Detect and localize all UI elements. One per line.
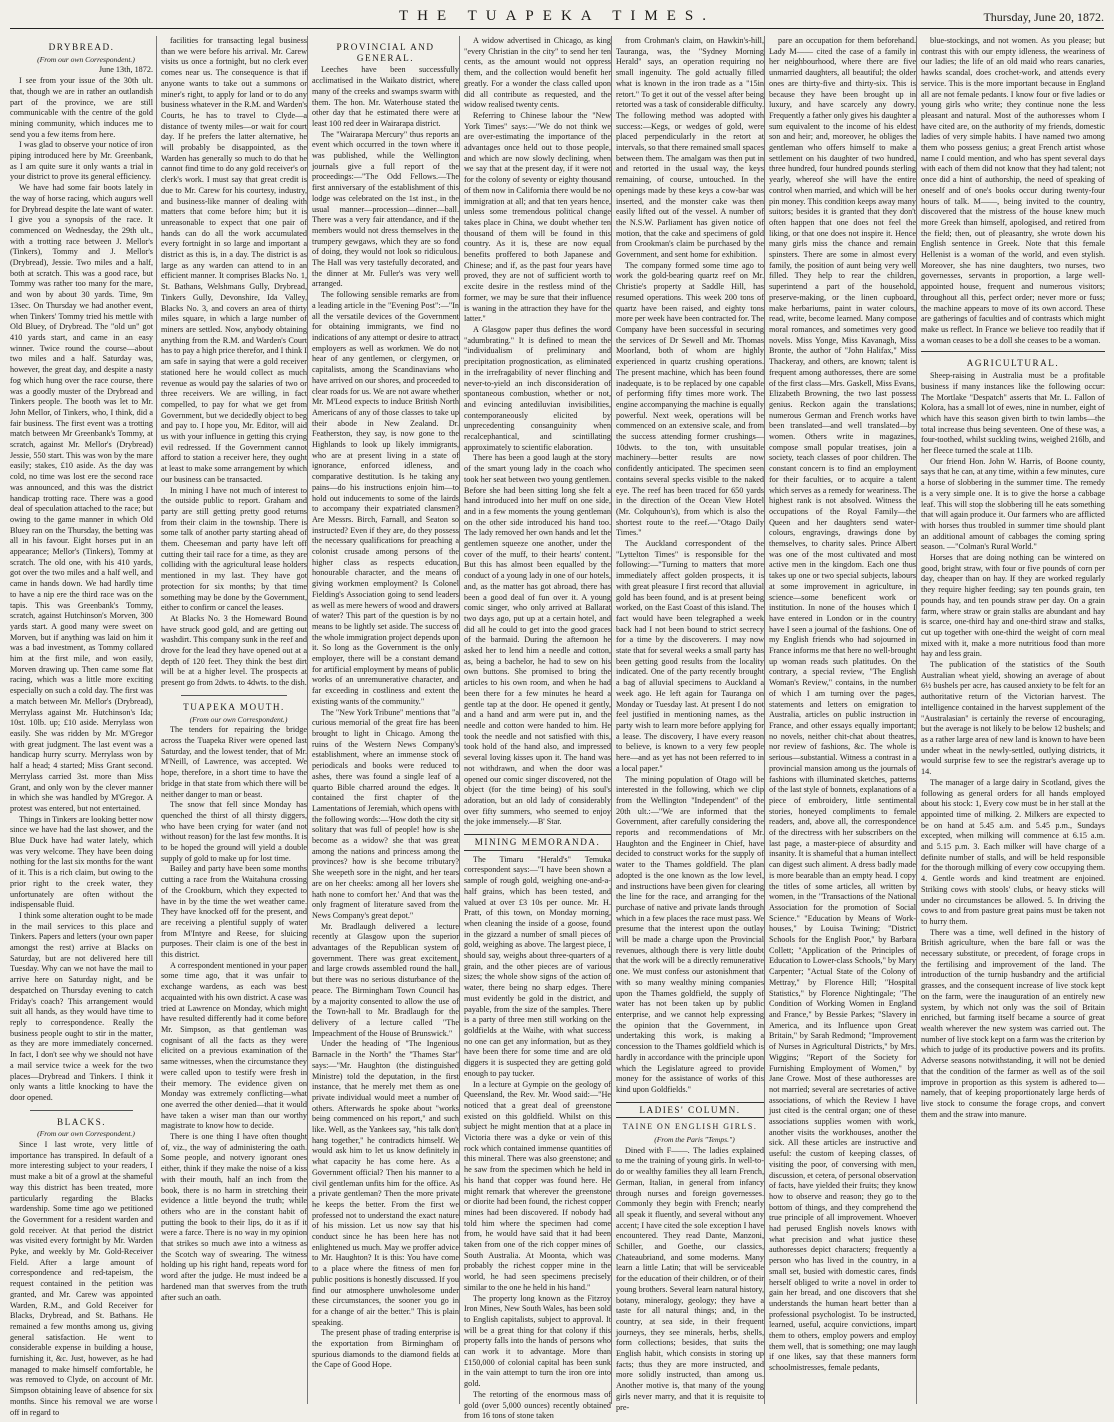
newspaper-title: THE TUAPEKA TIMES.: [398, 8, 716, 24]
column-5: [611, 36, 765, 1412]
column-7: [916, 36, 1105, 1404]
divider: [30, 1110, 133, 1111]
byline: (From our own Correspondent.): [37, 54, 135, 64]
paragraph: The retorting of the enormous mass of gold (over 5,000 ounces) recently obtained from 16 tons of stone taken: [464, 1389, 611, 1421]
paragraph: The tenders for repairing the bridge across the Tuapeka River were opened last Saturday, and the lowest tender, that of Mr. M'Neill, of Lawrence, was accepted. We hope, therefore, in a short time to have the bridge in that state from which there will be neither danger to man or beast.: [161, 725, 307, 799]
paragraph: There was a time, well defined in the history of British agriculture, when the bare fall or was the necessary substitute, or precedent, of forage crops in the fertilising and improvement of the land. The introduction of the turnip husbandry and the artificial grasses, and the consequent increase of live stock kept on the farm, were the inauguration of an entirely new system, by which not only was the soil of Britain enriched, but farming itself became a source of great wealth wherever the new system was carried out. The number of live stock kept on a farm was the criterion by which to judge of its productive powers and its profits. Adverse seasons notwithstanding, it will not be denied that the condition of the farmer as well as of the soil improve in proportion as this system is adhered to—namely, that of keeping proportionately large herds of live stock to consume the forage crops, and convert them and the straw into manure.: [921, 927, 1105, 1119]
paragraph: The snow that fell since Monday has quenched the thirst of all thirsty diggers, who have been crying for water (and not without reason) for the last few months. It is to be hoped the ground will yield a double supply of gold to make up for lost time.: [161, 800, 307, 863]
paragraph: The present phase of trading enterprise is the exportation from Birmingham of spurious diamonds to the diamond fields at the Cape of Good Hope.: [312, 1328, 459, 1370]
byline: (From our own Correspondent.): [189, 714, 288, 724]
section-heading-mining-memoranda: MINING MEMORANDA.: [464, 834, 611, 851]
paragraph: There has been a good laugh at the story of the smart young lady in the coach who took her seat between two young gentlemen. Before she had been sitting long she felt a hand introduced into her muff on one side, and in a few moments the young gentleman on the other side introduced his hand too. The lady removed her own hands and let the gentlemen squeeze one another, under the cover of the muff, to their hearts' content. But this has almost been equalled by the conduct of a young lady in one of our hotels, and, as the matter has got abroad, there has been a good deal of fun over it. A young comic singer, who only arrived at Ballarat two days ago, put up at a certain hotel, and did all he could to get into the good graces of the barmaid. During the afternoon he asked her to lend him a needle and cotton, as, being a bachelor, he had to sew on his own buttons. She promised to bring the articles to his own room, and when he had been there for a few minutes he heard a gentle tap at the door. He opened it gently, and a hand and arm were put in, and the needle and cotton were handed to him. He took the needle and not satisfied with this, took hold of the hand also, and impressed several loving kisses upon it. The hand was not withdrawn, and when the door was opened our comic singer discovered, not the object (for the time being) of his soul's adoration, but an old lady of considerably over fifty summers, who seemed to enjoy the joke immensely.—B' Star.: [464, 453, 611, 827]
paragraph: The mining population of Otago will be interested in the following, which we clip from the Wellington "Independent" of the 20th ult.:—"We are informed that the Government, after carefully considering the reports and recommendations of Mr. Haughton and the Engineer in Chief, have decided to construct works for the supply of water to the Thames goldfield. The plan adopted is the one known as the low level, and instructions have been given for clearing the line for the race, and arranging for the purchase of native and private lands through which in a few places the race must pass. We presume that the interest upon the outlay will be made a charge upon the Provincial revenues, although there is very little doubt that the work will be a directly remunerative one. We must confess our astonishment that with so many wealthy mining companies upon the Thames goldfield, the supply of water has not been taken up by public enterprise, and we cannot help expressing the opinion that the Government, in undertaking this work, is making a concession to the Thames goldfield which is hardly in accordance with the principle upon which the Legislature agreed to provide money for the assistance of works of this kind upon Goldfields.": [616, 774, 764, 1094]
paragraph: Things in Tinkers are looking better now since we have had the last shower, and the Blue Duck have had water lately, which was very welcome. They have been doing nothing for the last six months for the want of it. This is a rich claim, but owing to the prior right to the creek water, they unfortunately are often without the indispensable fluid.: [10, 814, 153, 910]
paragraph: I see from your issue of the 30th ult. that, though we are in rather an outlandish part of the province, we are still communicable with the centre of the gold mining community, which induces me to send you a few items from here.: [10, 76, 153, 139]
paragraph: A correspondent mentioned in your paper some time ago, that it was unfair to exchange wardens, as each was best acquainted with his own district. A case was tried at Lawrence on Monday, which might have resulted differently had it come before Mr. Simpson, as that gentleman was cognisant of all the facts as they were elicited on a previous examination of the same witnesses, when the circumstance they were called upon to testify were fresh in their memory. The evidence given on Monday was extremely conflicting—what one averred the other denied—that it would have taken a wiser man than our worthy magistrate to know how to decide.: [161, 960, 307, 1131]
paragraph: The "New York Tribune" mentions that "a curious memorial of the great fire has been brought to light in Chicago. Among the ruins of the Western News Company's establishment, where an immense stock of periodicals and books were reduced to ashes, there was found a single leaf of a quarto Bible charred around the edges. It contained the first chapter of the Lamentations of Jeremiah, which opens with the following words:—'How doth the city sit solitary that was full of people! how is she become as a widow? she that was great among the nations and princess among the provinces? how is she become tributary? She weepeth sore in the night, and her tears are on her cheeks: among all her lovers she hath none to comfort her.' And that was the only fragment of literature saved from the News Company's great depot.": [312, 707, 459, 920]
paragraph: pare an occupation for them beforehand. Lady M—— cited the case of a family in her neighbourhood, where there are five unmarried daughters, all beautiful; the older ones are thirty-five and thirty-six. This is because they have been brought up in luxury, and have scarcely any dowry. Frequently a father only gives his daughter a sum equivalent to the income of his eldest son and heir; and, moreover, he obliges the gentleman who offers himself to make a settlement on his daughter of two hundred, three hundred, four hundred pounds sterling yearly, whereof she will have the entire control when married, and which will be her pin money. This condition keeps away many suitors; besides it is granted that they don't often happen that one does not feel the liking, or that one does not inspire it. Hence many girls miss the chance and remain spinsters. There are some in almost every family, the position of aunt being very well filled. They help to rear the children, superintend a part of the household, preserve-making, or the linen cupboard, make herbariums, paint in water colours, read, write, become learned. Many compose moral romances, and sometimes very good novels. Miss Yonge, Miss Kavanagh, Miss Bronte, the author of "John Halifax," Miss Thackeray, and others, are known; talent is frequent among authoresses, there are some of the first class—Mrs. Gaskell, Miss Evans, Elizabeth Browning, the two last possess genius. Reckon again the translations; numerous German and French works have been translated—and well translated—by women. Others write in magazines, compose small popular treatises, join a society, teach classes of poor children. The constant concern is to find an employment for their faculties, or to acquire a talent which serves as a remedy for weariness. The highest rank is not absolved. Witness the occupations of the Royal Family—the Queen and her daughters send water-colours, engravings, drawings done by themselves, to charity sales. Prince Albert was one of the most cultivated and most active men in the kingdom. Each one thus takes up one or two special subjects, labours at some improvement in agriculture, in science—some beneficent work or institution. In none of the houses which I have entered in London or in the country have I seen a journal of the fashions. One of my English friends who had sojourned in France informs me that here no well-brought up woman reads such platitudes. On the contrary, a special review, "The English Woman's Review," contains, in the number of which I am turning over the pages, statements and letters on emigration to Australia, articles on public instruction in France, and other essays equally important; no novels, neither chit-chat about theatres, nor review of fashions, &c. The whole is serious—substantial. Witness a contrast in a provincial mansion among us the journals of fashions with illuminated sketches, patterns of the last style of bonnets, explanations of a piece of embroidery, little sentimental stories, honeyed compliments to female readers, and, above all, the correspondence of the directress with her subscribers on the last page, a master-piece of absurdity and insanity. It is shameful that a human intellect can digest such aliment. A dress badly made is more bearable than an empty head. I copy the titles of some articles, all written by women, in the "Transactions of the National Association for the promotion of Social Science." "Education by Means of Work-houses," by Louisa Twining; "District Schools for the English Poor," by Barbara Collett; "Application of the Principles of Education to Lower-class Schools," by Mary Carpenter; "Actual State of the Colony of Mettray," by Florence Hill; "Hospital Statistics," by Florence Nightingale; "The Condition of Working Women in England and France," by Bessie Parkes; "Slavery in America, and its Influence upon Great Britain," by Sarah Redmond; "Improvement of Nurses in Agricultural Districts," by Mrs. Wiggins; "Report of the Society for Furnishing Employment of Women," by Jane Crowe. Most of these authoresses are not married; several are secretaries of active associations, of which the Review I have just cited is the central organ; one of these associations supplies women with work, another visits the workhouses, another the sick. All these articles are instructive and useful: the custom of keeping classes, of visiting the poor, of conversing with men, discussion, et cetera, of personal observation of facts, have yielded their fruits; they know how to observe and reason; they go to the bottom of things, and they comprehend the true principle of all improvement. Whoever had perused English novels knows with what precision and what justice these authoresses depict characters; frequently a person who has lived in the country, in a small set, busied with domestic cares, finds herself obliged to write a novel in order to gain her bread, and one discovers that she understands the human heart better than a professional psychologist. To be instructed, learned, useful, acquire convictions, impart them to others, employ powers and employ them well, that is something; one may laugh if one likes, say that these manners form schoolmistresses, female pedants,: [769, 36, 916, 1373]
paragraph: The publication of the statistics of the South Australian wheat yield, showing an average of about 6½ bushels per acre, has caused anxiety to be felt for an authoritative return of the Victorian harvest. The intelligence contained in the harvest supplement of the "Australasian" is certainly the reverse of encouraging, but the average is not likely to be below 12 bushels; and as a rather large area of new land is known to have been under wheat in the newly-settled, outlying districts, it would surprise few to see the registrar's average up to 14.: [921, 660, 1105, 777]
paragraph: The "Wairarapa Mercury" thus reports an event which occurred in the town where it was published, while the Wellington journals give a full report of the proceedings:—"The Odd Fellows.—The first anniversary of the establishment of this lodge was celebrated on the 1st inst., in the usual manner—procession—dinner—ball. There was a very fair attendance, and if the members would not dress themselves in the trumpery gewgaws, which they are so fond of doing, they would not look so ridiculous. The Hall was very tastefully decorated, and the dinner at Mr. Fuller's was very well arranged.: [312, 129, 459, 289]
paragraph: I was glad to observe your notice of iron piping introduced here by Mr. Greenbank, as I am quite sure it only wants a trial in your district to prove its general efficiency.: [10, 140, 153, 182]
column-6: [764, 36, 916, 1404]
byline: (From our own Correspondent.): [37, 1129, 135, 1139]
column-1: [10, 36, 153, 1417]
paragraph: The Auckland correspondent of the "Lyttelton Times" is responsible for the following:—"Turning to matters that more immediately affect golden prospects, it is with great pleasure I first record that alluvial gold has been found, and is at present being worked, on the East Coast of this island. The fact would have been telegraphed a week back had I not been bound to strict secrecy for a time by the discoverers. I may now state that for several weeks a small party has been getting good results from the locality indicated. One of the party recently brought a bag of alluvial specimens to Auckland a week ago. He left again for Tauranga on Monday or Tuesday last. At present I do not feel justified in mentioning names, as the party wish to learn more before applying for a lease. The discovery, I have every reason to believe, is known to a very few people here—and as yet has not been referred to in a local paper.": [616, 539, 764, 773]
columns: [10, 36, 1105, 1421]
paragraph: The company formed some time ago to work the gold-bearing quartz reef on Mr. Christie's property at Saddle Hill, has resumed operations. This week 200 tons of quartz have been raised, and eighty tons more per week have been contracted for. The Company have been successful in securing the services of Dr Sewell and Mr. Thomas Moorland, both of whom are highly experienced in quartz crushing operations. The present machine, which has been found inadequate, is to be replaced by one capable of performing fifty times more work. The engine accompanying the machine is equally powerful. Next week, operations will be commenced on an extensive scale, and from the success attending former crushings—10dwts. to the ton, with unsuitable machinery—better results are now confidently anticipated. The specimen seen contains several specks visible to the naked eye. The reef has been traced for 650 yards in the direction of the Ocean View Hotel (Mr. Colquhoun's), from which is also the shortest route to the reef.—"Otago Daily Times.": [616, 260, 764, 538]
paragraph: Referring to Chinese labour the "New York Times" says:—"We do not think we are over-estimating the importance of the advantages once held out to those people, and which are now slowly declining, when we say that at the present day, if it were not for the colony of seventy or eighty thousand of them now in California there would be no immigration at all; and that ten years hence, unless some tremendous political change takes place in China, we doubt whether ten thousand of them will be found in this country. As it is, these are now equal benefits proffered to both Japanese and Chinese; and if, as the past four years have proved, they are not of sufficient worth to excite desire in the restless mind of the former, we may be sure that their influence is waning in the attraction they have for the latter.": [464, 110, 611, 324]
section-heading-ladies-column: LADIES' COLUMN.: [616, 1102, 764, 1119]
masthead: [10, 6, 1104, 29]
paragraph: A Glasgow paper thus defines the word "adumbrating." It is defined to mean the "individualism of preliminary and precipitation prognostication, as eliminated in the irrefragability of never flinching and never-to-yield an inch disconsideration of spontaneous combustion, whether or not, and evincing antediluvian invisibilities, contemporaneously elicited by unprecedenting consanguinity when recalcephantical, and scintillating approximately to scientific elaboration.: [464, 324, 611, 452]
paragraph: The following sensible remarks are from a leading article in the "Evening Post":—"In all the versatile devices of the Government for obtaining immigrants, we find no indications of any attempt or desire to attract employers as well as workmen. We do not hear of any gentlemen, or clergymen, or capitalists, among the Scandinavians who have arrived on our shores, and proceeded to clear roads for us. We are not aware whether Mr. M'Leod expects to induce British North Americans of any of those classes to take up their abode in New Zealand. Dr. Featherston, they say, is now gone to the Highlands to look up likely immigrants, who are at present living in a state of ignorance, enforced idleness, and comparative destitution. Is he taking any pains—do his instructions enjoin him—to hold out inducements to some of the lairds to accompany their expatriated clansmen? Are Messrs. Birch, Farnall, and Seaton so instructed? Even if they are, do they possess the necessary qualifications for preaching a colonist crusade among persons of the higher class as respects education, honourable character, and the means of giving workmen employment? Is Colonel Fielding's Association going to send leaders as well as mere hewers of wood and drawers of water? This part of the question is by no means to be lightly set aside. The success of the whole immigration project depends upon it. So long as the Government is the only employer, there will be a constant demand for artificial employment by means of public works of an unremunerative character, and far exceeding in costliness and extent the existing wants of the community.": [312, 290, 459, 706]
section-heading-blacks: BLACKS.: [56, 1116, 107, 1127]
paragraph: blue-stockings, and not women. As you please; but contrast this with our empty idleness, the weariness of our ladies; the life of an old maid who rears canaries, hawks scandal, does crochet-work, and attends every service. This is the more important because in England all are not female pedants. I know four or five ladies or young girls who write; they continue none the less pleasant and natural. Most of the authoresses whom I have cited are, on the authority of my friends, domestic ladies of very simple habits. I have named two among them who possess genius; a great French artist whose name I could mention, and who has spent several days with each of them did not know that they had talent; not once did a hint of authorship, the need of speaking of oneself and of one's books occur during twenty-four hours of talk. M——, being invited to the country, discovered that the mistress of the house knew much more Greek than himself, apologised, and retired from the field; then, out of pleasantry, she wrote down his English sentence in Greek. Note that this female Hellenist is a woman of the world, and even stylish. Moreover, she has nine daughters, two nurses, two governesses, servants in proportion, a large well-appointed house, frequent and numerous visitors; throughout all this, perfect order; never more or fuss; the machine appears to move of its own accord. These are gatherings of faculties and of contrasts which might make us reflect. In France we believe too readily that if a woman ceases to be a doll she ceases to be a woman.: [921, 36, 1105, 345]
paragraph: Sheep-raising in Australia must be a profitable business if many instances like the following occur: The Mortlake "Despatch" asserts that Mr. L. Fallon of Kolora, has a small lot of ewes, nine in number, eight of which have this season given birth to twin lambs—the total increase thus being seventeen. One of these was, a four-toothed, whilst suckling twins, weighed 216lb, and her fleece turned the scale at 11lb.: [921, 371, 1105, 456]
paragraph: I think some alteration ought to be made in the mail services to this place and Tinkers. Papers and letters (your own paper amongst the rest) arrive at Blacks on Saturday, but are not delivered here till Tuesday. Why can we not have the mail to arrive here on Saturday night, and be despatched on Thursday evening to catch Friday's coach? This arrangement would suit all hands, as they would have time to reply to correspondence. Really the business people ought to stir in the matter, as they are more immediately concerned. In fact, I don't see why we should not have a mail service twice a week for the two places—Drybread and Tinkers. I think it only wants a little knocking to have the door opened.: [10, 910, 153, 1102]
paragraph: Leeches have been successfully acclimatised in the Waikato district, where many of the creeks and swamps swarm with them. The hon. Mr. Waterhouse stated the other day that he estimated there were at least 100 red deer in Wairarapa district.: [312, 65, 459, 128]
paragraph: The Timaru "Herald's" Temuka correspondent says:—"I have been shown a sample of rough gold, weighing one-and-a-half grains, which has been tested, and valued at over £3 10s per ounce. Mr. H. Pratt, of this town, on Monday morning, when cleaning the inside of a goose, found in the gizzard a number of small pieces of gold, weighing as above. The largest piece, I should say, weighs about three-quarters of a grain, and the other pieces are of various sizes; the whole show signs of the action of water, there being no sharp edges. There must evidently be gold in the district, and payable, from the size of the samples. There is a party of three men still working on the goldfields at the Waihe, with what success no one can get any information, but as they have been there for some time and are old diggers it is suspected they are getting gold enough to pay tucker.: [464, 854, 611, 1078]
paragraph: In mining I have not much of interest to the outside public to report. Graham and party are still getting pretty good returns from their claim in the township. There is some talk of another party starting ahead of them. Cheeseman and party have left off cutting their tail race for a time, as they are colliding with the agricultural lease holders mentioned in my last. They have got protection for six months; by that time something may be done by the Government, either to confirm or cancel the leases.: [161, 485, 307, 613]
section-heading-tuapeka-mouth: TUAPEKA MOUTH.: [183, 701, 285, 712]
section-heading-provincial-general: PROVINCIAL AND GENERAL.: [336, 42, 435, 63]
paragraph: The manager of a large dairy in Scotland, gives the following as general orders for all hands employed about his stock: 1, Every cow must be in her stall at the appointed time of milking. 2. Milkers are expected to be on hand at 5.45 a.m. and 5.45 p.m., Sundays excepted, when milking will commence at 6.15 a.m. and 5.15 p.m. 3. Each milker will have charge of a definite number of stalls, and will be held responsible for the thorough milking of every cow occupying them. 4. Gentle words and kind treatment are enjoined. Striking cows with stools' clubs, or heavy sticks will under no circumstances be allowed. 5. In driving the cows to and from pasture great pains must be taken not to hurry them.: [921, 777, 1105, 926]
dateline: June 13th, 1872.: [98, 65, 153, 75]
paragraph: facilities for transacting legal business than we were before his arrival. Mr. Carew visits us once a fortnight, but no clerk ever comes near us. The consequence is that if anyone wants to take out a summons or miner's right, to apply for land or to do any business whatever in the R.M. and Warden's Courts, he has to travel to Clyde—a distance of twenty miles—or wait for court day. If he prefers the latter alternative, he will probably be disappointed, as the Warden has generally so much to do that he cannot find time to do any gold receiver's or clerk's work. I must say that great credit is due to Mr. Carew for his courtesy, industry, and business-like manner of dealing with matters that come before him; but it is unreasonable to expect that one pair of hands can do all the work accumulated every fortnight in so large and important a district as this is, in a day. The district is as large as any warden can attend to in an efficient manner. It comprises Blacks No. 1, St. Bathans, Welshmans Gully, Drybread, Tinkers Gully, Devonshire, Ida Valley, Blacks No. 3, and covers an area of thirty miles square, in which a large number of miners are settled. Now, anybody obtaining anything from the R.M. and Warden's Court has to pay a high price therefor, and I think I am safe in saying that were a gold receiver stationed here he would collect as much revenue as would pay the salaries of two or three receivers. We are willing, in fact compelled, to pay for what we get from Government, but we decidedly object to beg and pay to. I hope you, Mr. Editor, will aid us with your influence in getting this crying evil redressed. If the Government cannot afford to station a receiver here, they ought at least to make some arrangement by which our business can be transacted.: [161, 36, 307, 484]
paragraph: The property long known as the Fitzroy Iron Mines, New South Wales, has been sold to English capitalists, subject to approval. It will be a great thing for that colony if this property falls into the hands of persons who can work it to advantage. More than £150,000 of colonial capital has been sunk in the vain attempt to turn the iron ore into gold.: [464, 1293, 611, 1389]
divider: [921, 351, 1105, 352]
paragraph: A widow advertised in Chicago, as king "every Christian in the city" to send her ten cents, as the amount would not oppress them, and the collection would benefit her greatly. For a wonder the class called upon did all contribute as requested, and the widow realised twenty cents.: [464, 36, 611, 110]
section-heading-agricultural: AGRICULTURAL.: [966, 358, 1060, 369]
paragraph: from Crohman's claim, on Hawkin's-hill, Tauranga, was, the "Sydney Morning Herald" says, an operation requiring no small ingenuity. The gold actually filled what is known in the iron trade as a "15in retort." To get it out of the vessel after being retorted was a task of considerable difficulty. The following method was adopted with success:—Kegs, or wedges of gold, were placed perpendicularly in the retort at intervals, so that there remained small spaces between them. The amalgam was then put in and retorted in the usual way, the keys remaining, of course, untouched. In the openings made by these keys a cow-bar was inserted, and the monster cake was then easily lifted out of the vessel. A number of the N.S.W. Parliament has given notice of motion, that the cake and specimens of gold from Crookman's claim be purchased by the Government, and sent home for exhibition.: [616, 36, 765, 260]
section-heading-drybread: DRYBREAD.: [48, 42, 115, 52]
paragraph: Under the heading of "The Ingenious Barnacle in the North" the "Thames Star" says:—"Mr. Haughton (the distinguished Ministre) told the deputation, in the first instance, that he merely met them as one private individual would meet a number of others. Afterwards he spoke about "works being commenced on his report," and such like. Well, as the Yankees say, "his talk don't hang together," he contradicts himself. We would ask him to let us know definitely in what capacity he has come here. As a Government official? Then his manner to a civil gentleman unfits him for the office. As a private gentleman? Then the more private he keeps the better. From the first we professed not to understand the exact nature of his mission. Let us now say that his conduct since he has been here has not enlightened us much. May we proffer advice to Mr. Haughton? It is this: You have come to a place where the fitness of men for public positions is honestly discussed. If you find our atmosphere unwholesome under these circumstances, the sooner you go in for a change of air the better." This is plain speaking.: [312, 1039, 459, 1327]
paragraph: Horses that are doing nothing can be wintered on good, bright straw, with four or five pounds of corn per day, cheaper than on hay. If they are worked regularly they require higher feeding; say ten pounds grain, ten pounds hay, and ten pounds straw per day. On a grain farm, where straw or grain stalks are abundant and hay is scarce, one-third hay and one-third straw and stalks, cut up together with one-third the weight of corn meal mixed with it, make a more nutritious food than more hay and less grain.: [921, 553, 1105, 659]
paragraph: There is one thing I have often thought of, viz., the way of administering the oath. Some people, and notvery ignorant ones either, think if they make the noise of a kiss with their mouth, half an inch from the book, there is no harm in stretching their evidence a little beyond the truth; while others who are in the constant habit of putting the book to their lips, do it as if it were a farce. There is no way in my opinion that strikes so much awe into a witness as the Scotch way of swearing. The witness holding up his right hand, repeats word for word after the judge. He must indeed be a hardened man that swerves from the truth after such an oath.: [161, 1132, 307, 1302]
column-2: [156, 36, 307, 1404]
paragraph: Our friend Hon. John W. Harris, of Boone county, says that he can, at any time, within a few minutes, cure a horse of slobbering in the summer time. The remedy is a very simple one. It is to give the horse a cabbage leaf. This will stop the slobbering till he eats something that will again produce it. Our farmers who are afflicted with horses thus troubled in summer time should plant an additional amount of cabbages the coming spring season. —"Colman's Rural World.": [921, 456, 1105, 552]
paragraph: At Blacks No. 3 the Homeward Bound have struck good gold, and are getting out washdirt. This company sunk in the reef and drove for the lead they have opened out at a depth of 120 feet. They think the best dirt will be at a higher level. The prospects at present go from 2dwts. to 4dwts. to the dish.: [161, 613, 307, 688]
paragraph: In a lecture at Gympie on the geology of Queensland, the Rev. Mr. Wood said:—"He noticed that a great deal of greenstone existed on this goldfield. Whilst on this subject he might mention that at a place in Victoria there was a dyke or vein of this rock which contained immense quantities of this mineral. There was also greenstone; and he saw from the specimen which he held in his hand that copper was found here. He might remark that wherever the greenstone or diorite had been found, the richest copper mines had been discovered. If nobody had told him where the specimen had come from, he would have said that it had been taken from one of the rich copper mines of South Australia. At Moonta, which was probably the richest copper mine in the world, he had seen specimens precisely similar to the one he held in his hand.": [464, 1079, 611, 1292]
paragraph: Mr. Bradlaugh delivered a lecture recently at Glasgow upon the superior advantages of the Republican system of government. There was great excitement, and large crowds assembled round the hall, but there was no serious disturbance of the peace. The Birmingham Town Council has by a majority consented to allow the use of the Town-hall to Mr. Bradlaugh for the delivery of a lecture called "The Impeachment of the House of Brunswick.": [312, 921, 459, 1038]
byline: (From the Paris "Temps."): [654, 1135, 735, 1145]
article-title: TAINE ON ENGLISH GIRLS.: [622, 1122, 758, 1132]
column-4: [459, 36, 611, 1421]
paragraph: Bailey and party have been some months cutting a race from the Waitahuna crossing of the Crookburn, which they expected to have in by the time the wet weather came. They have knocked off for the present, and are receiving a plentiful supply of water from M'Intyre and Reese, for sluicing purposes. Their claim is one of the best in this district.: [161, 864, 307, 960]
paragraph: Dined with F——. The ladies explained to me the training of young girls. In well-to-do or wealthy families they all learn French, German, Italian, in general from infancy through nurses and foreign governesses. Commonly they begin with French; nearly all speak it fluently, and several without any accent; I have cited the sole exception I have encountered. They read Dante, Manzoni, Schiller, and Goethe, our classics, Chateaubriand, and some moderns. Many learn a little Latin; that will be serviceable for the education of their children, or of their young brothers. Several learn natural history, botany, mineralogy, geology; they have a taste for all natural things; and, in the country, at sea side, in their frequent journeys, they see minerals, herbs, shells, form collections; besides, that suits the English habit, which consists in storing up facts; thus they are more instructed, and more solidly instructed, than among us. Another motive is, that many of the young girls never marry, and that it is requisite to pre-: [616, 1145, 764, 1412]
issue-date: Thursday, June 20, 1872.: [983, 10, 1104, 24]
paragraph: Since I last wrote, very little of importance has transpired. In default of a more interesting subject to your readers, I must make a bit of a growl at the shameful way this district has been treated, more particularly regarding the Blacks wardenship. Some time ago we petitioned the Government for a resident warden and gold receiver. At that period the district was visited every fortnight by Mr. Warden Pyke, and weekly by Mr. Gold-Receiver Field. After a large amount of correspondence and red-tapeism, the request contained in the petition was granted, and Mr. Carew was appointed Warden, R.M., and Gold Receiver for Blacks, Drybread, and St. Bathans. He remained a few months among us, giving general satisfaction. He went to considerable expense in building a house, furnishing it, &c. Just, however, as he had managed to make himself comfortable, he was removed to Clyde, on account of Mr. Simpson obtaining leave of absence for six months. Since his removal we are worse off in regard to: [10, 1140, 153, 1417]
paragraph: We have had some fair boots lately in the way of horse racing, which augurs well for Drybread despite the late want of water. I give you a synopsis of the race. It commenced on Wednesday, the 29th ult., with a trotting race between J. Mellor's (Tinkers), Tommy and J. Mellor's (Drybread), Jessie. Two miles and a half, both at scratch. This was a good race, but Tommy was rather too many for the mare, and won by about 30 yards. Time, 9m 13sec. On Thursday we had another event, when Tinkers' Tommy tried his mettle with Old Bluey, of Drybread. The "old un" got 410 yards start, and came in an easy winner. Twice round the course—about two miles and a half. Saturday was, however, the great day, and despite a nasty fog which hung over the race course, there was a goodly muster of the Drybread and Tinkers people. The booth was let to Mr. John Mellor, of Tinkers, who, I think, did a fair business. The first event was a trotting match between Mr Greenbank's Tommy, at scratch, against Mr. Mellor's (Drybread) Jessie, 550 start. This was won by the mare easily; stakes, £10 aside. As the day was cold, no time was lost ere the second race was announced, and this was the district handicap trotting race. There was a good deal of speculation attached to the race; but owing to the game manner in which Old Bluey ran on the Thursday, the betting was all in his favour. Eight horses put in an appearance; Mellor's (Tinkers), Tommy at scratch. The old one, with his 410 yards, got over the two miles and a half well, and came in hands down. We had hardly time to have a nip ere the third race was on the tapis. This was Greenbank's Tommy, scratch, against Hutchinson's Morven, 300 yards start. A good many were sweet on Morven, but if anything was laid on him it was a bad investment, as Tommy collared him at the first mile, and won easily, Morven drawing up. Then came some flat racing, which was a little more exciting especially on such a cold day. The first was a match between Mr. Mellor's (Drybread), Merrylass against Mr. Hutchinson's Ida; 10st. 10lb. up; £10 aside. Merrylass won easily. She was ridden by Mr. M'Gregor with great judgment. The last event was a handicap hurry scurry. Merrylass won by half a head; 4 started; Miss Grant second. Merrylass carried 3st. more than Miss Grant, and only won by the clever manner in which she was handled by M'Gregor. A protest was entered, but not entertained.: [10, 183, 153, 813]
column-3: [307, 36, 459, 1404]
divider: [181, 695, 287, 696]
